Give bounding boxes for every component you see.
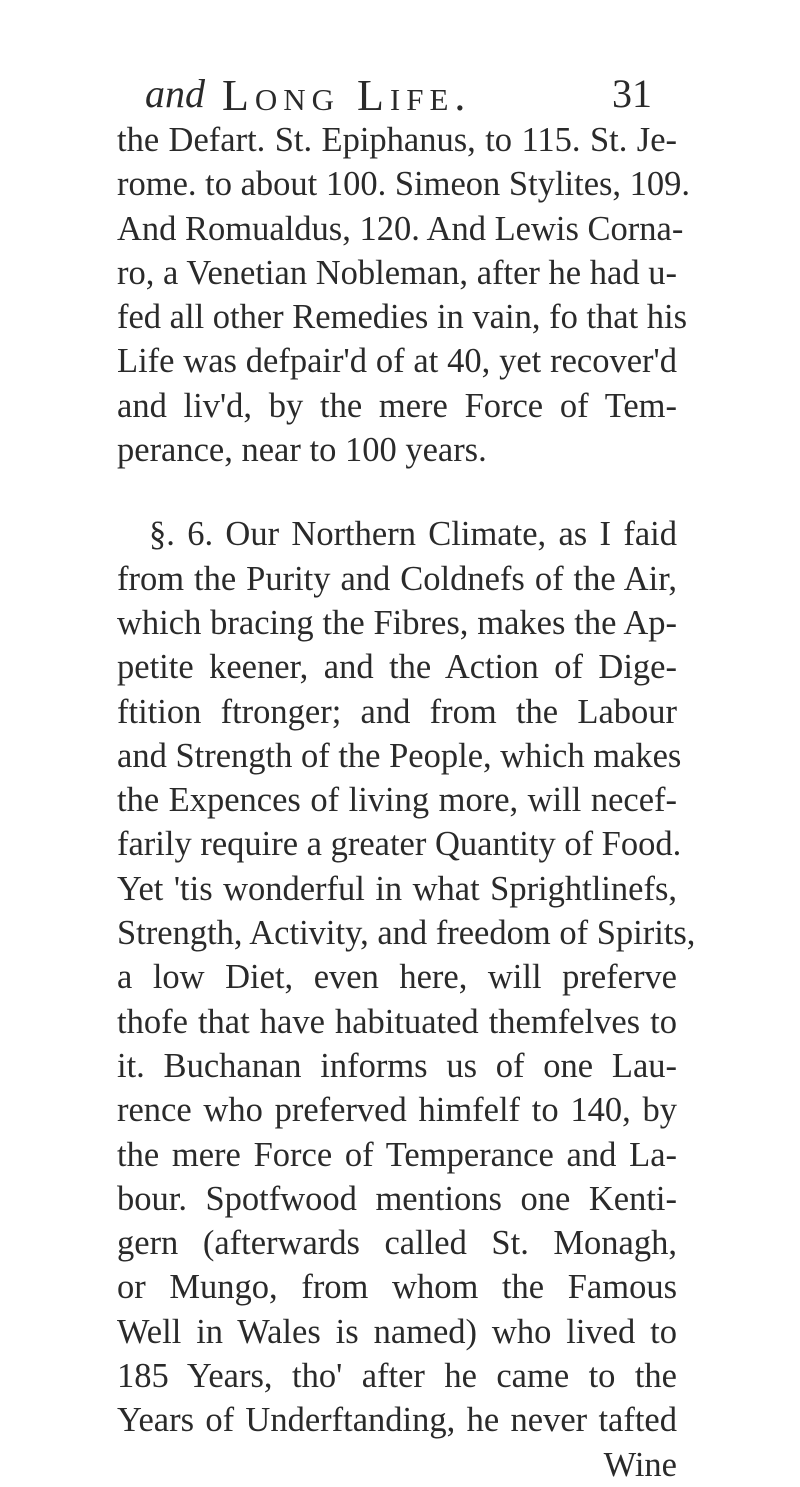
text-line: petite keener, and the Action of Dige-: [117, 648, 677, 687]
text-line: §. 6. Our Northern Climate, as I faid: [149, 515, 677, 554]
text-line: or Mungo, from whom the Famous: [117, 1268, 677, 1307]
text-line: and liv'd, by the mere Force of Tem-: [117, 386, 677, 425]
text-line: a low Diet, even here, will preferve: [117, 958, 677, 997]
text-line: Yet 'tis wonderful in what Sprightlinefs,: [117, 869, 677, 908]
body-text: [117, 118, 696, 1487]
text-line: ro, a Venetian Nobleman, after he had u-: [117, 253, 677, 292]
page-number: 31: [612, 71, 652, 116]
text-line: rence who preferved himfelf to 140, by: [117, 1091, 677, 1130]
text-line: fed all other Remedies in vain, fo that his: [117, 298, 688, 337]
text-line: Life was defpair'd of at 40, yet recover'd: [117, 342, 677, 381]
header-italic-word: and: [145, 71, 205, 116]
catchword: Wine: [603, 1445, 677, 1484]
header-title: Long Life.: [222, 71, 472, 120]
text-line: Years of Underftanding, he never tafted: [117, 1401, 677, 1440]
text-line: 185 Years, tho' after he came to the: [117, 1357, 677, 1396]
text-line: ftition ftronger; and from the Labour: [117, 692, 677, 731]
text-line: the Expences of living more, will necef-: [117, 781, 677, 820]
text-line: bour. Spotfwood mentions one Kenti-: [117, 1179, 677, 1218]
text-line: which bracing the Fibres, makes the Ap-: [117, 603, 677, 642]
text-line: gern (afterwards called St. Monagh,: [117, 1224, 677, 1263]
text-line: thofe that have habituated themfelves to: [117, 1002, 677, 1041]
text-line: farily require a greater Quantity of Food.: [117, 825, 682, 864]
text-line: from the Purity and Coldnefs of the Air,: [117, 559, 677, 598]
text-line: it. Buchanan informs us of one Lau-: [117, 1046, 677, 1085]
text-line: perance, near to 100 years.: [117, 431, 487, 470]
text-line: the mere Force of Temperance and La-: [117, 1135, 677, 1174]
text-line: and Strength of the People, which makes: [117, 736, 682, 775]
text-line: rome. to about 100. Simeon Stylites, 109.: [117, 165, 691, 204]
text-line: And Romualdus, 120. And Lewis Corna-: [117, 209, 684, 248]
text-line: the Defart. St. Epiphanus, to 115. St. Je-: [117, 121, 677, 159]
text-line: Well in Wales is named) who lived to: [117, 1312, 677, 1351]
text-line: Strength, Activity, and freedom of Spirits,: [117, 914, 696, 953]
